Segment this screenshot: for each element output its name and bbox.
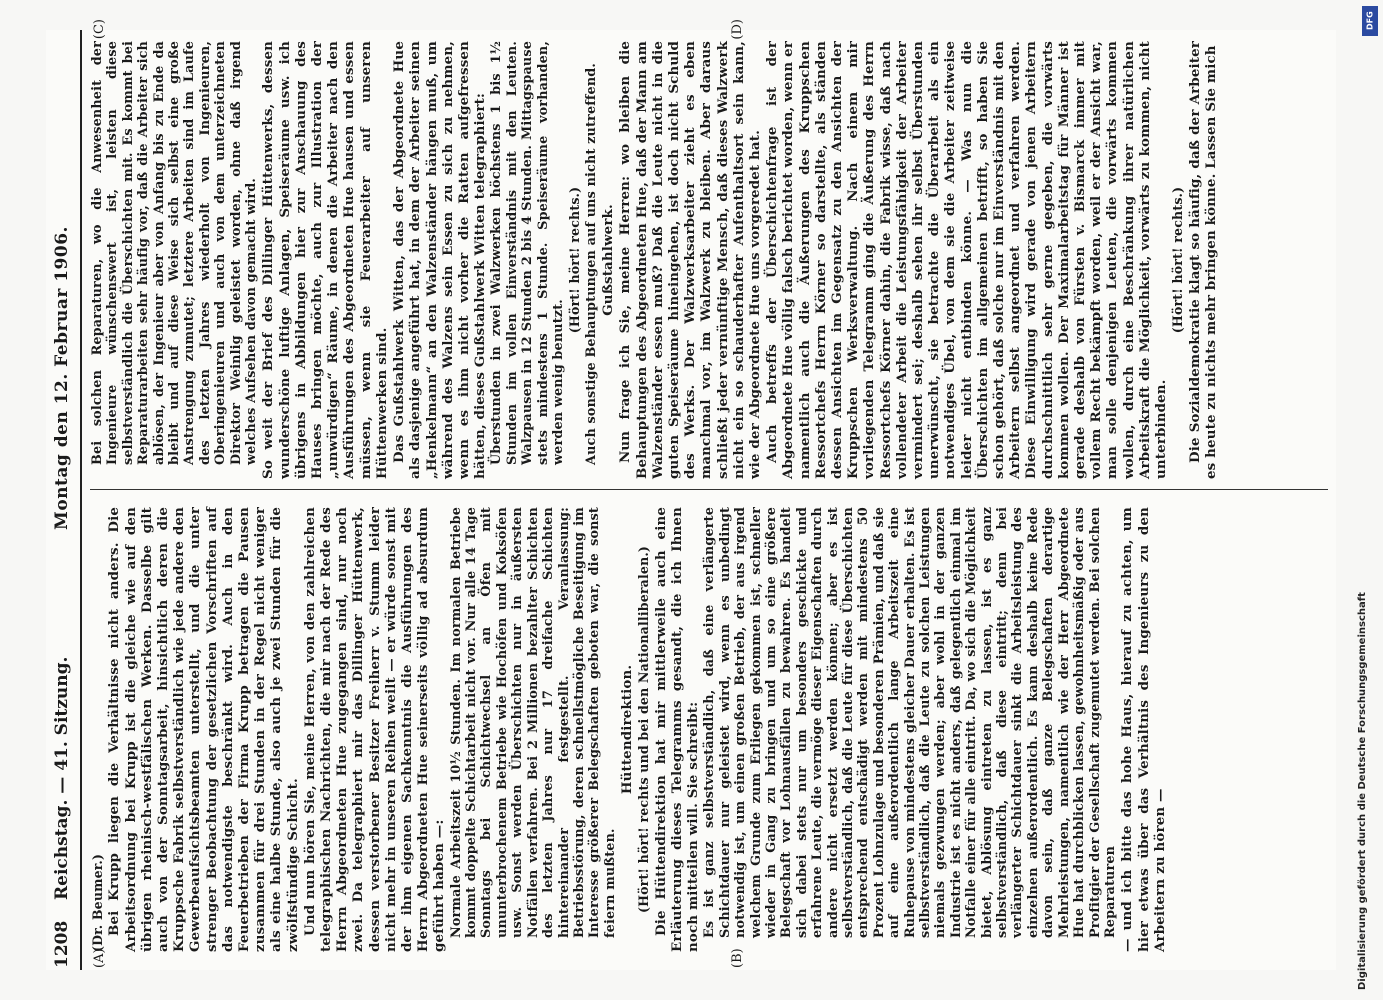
margin-marker-d: (D)	[730, 19, 745, 40]
telegram-quote: Auch sonstige Behauptungen auf uns nicht zutreffend.	[583, 63, 599, 465]
session-title: Reichstag. — 41. Sitzung.	[52, 656, 72, 900]
interjection: (Hört! hört! rechts und bei den Nationalliberalen.)	[636, 545, 652, 914]
date-title: Montag den 12. Februar 1906.	[52, 226, 72, 530]
paragraph: Das Gußstahlwerk Witten, das der Abgeordnete Hue als dasjenige angeführt hat, in dem der Arbeiter seinen „Henkelmann“ an den Walzenständer hängen muß, um während des Walzens sein Essen zu sich zu nehmen, wenn es ihm nicht vorher die Ratten aufgefressen hätten, dieses Gußstahlwerk Witten telegraphiert:	[391, 41, 489, 479]
paragraph: Und nun hören Sie, meine Herren, von den zahlreichen telegraphischen Nachrichten, die mir nach der Rede des Herrn Abgeordneten Hue zugegangen sind, nur noch zwei. Da telegraphiert mir das Dillinger Hüttenwerk, dessen verstorbener Besitzer Freiherr v. Stumm leider nicht mehr in unseren Reihen weilt — er würde sonst mit der ihm eigenen Sachkenntnis die Ausführungen des Herrn Abgeordneten Hue seinerseits völlig ad absurdum geführt haben —:	[301, 507, 448, 952]
page-header	[46, 30, 82, 970]
paragraph: Die Hüttendirektion hat mir mittlerweile auch eine Erläuterung dieses Telegramms gesandt, die ich Ihnen noch mitteilen will. Sie schreibt:	[652, 507, 702, 952]
right-column	[90, 19, 1328, 490]
margin-marker-c: (C)	[92, 19, 107, 40]
letter-quote: Bei solchen Reparaturen, wo die Anwesenheit der Ingenieure wünschenswert ist, leisten diese selbstverständlich die Überschichten mit. Es kommt bei Reparaturarbeiten sehr häufig vor, daß die Arbeiter sich ablösen, der Ingenieur aber von Anfang bis zu Ende da bleibt und auf diese Weise sich selbst eine große Anstrengung zumutet; letztere Arbeiten sind im Laufe des letzten Jahres wiederholt von Ingenieuren, Oberingenieuren und auch von dem unterzeichneten Direktor Weinlig geleistet worden, ohne daß irgend welches Aufsehen davon gemacht wird.	[90, 41, 260, 465]
signature: Hüttendirektion.	[619, 664, 636, 795]
paragraph: So weit der Brief des Dillinger Hüttenwerks, dessen wunderschöne luftige Anlagen, Speiseräume usw. ich übrigens in Abbildungen hier zur Anschauung des Hauses bringen möchte, auch zur Illustration der „unwürdigen“ Räume, in denen die Arbeiter nach den Ausführungen des Abgeordneten Hue hausen und essen müssen, wenn sie Feuerarbeiter auf unseren Hüttenwerken sind.	[260, 41, 390, 479]
interjection: (Hört! hört! rechts.)	[1170, 186, 1186, 334]
paragraph: Die Sozialdemokratie klagt so häufig, daß der Arbeiter es heute zu nichts mehr bringen könne. Lassen Sie mich	[1186, 41, 1219, 479]
page-number: 1208	[52, 920, 72, 968]
paragraph: Auch betreffs der Überschichtenfrage ist der Abgeordnete Hue völlig falsch berichtet worden, wenn er namentlich auch die Äußerungen des Kruppschen Ressortchefs Herrn Körner so darstellte, als ständen dessen Ansichten im Gegensatz zu den Ansichten der Kruppschen Werksverwaltung. Nach einem mir vorliegenden Telegramm ging die Äußerung des Herrn Ressortchefs Körner dahin, die Fabrik wisse, daß nach vollendeter Arbeit die Leistungsfähigkeit der Arbeiter vermindert sei; deshalb sehen ihr selbst Überstunden unerwünscht, sie betrachte die Überarbeit als ein notwendiges Übel, von dem sie die Arbeiter zeitweise leider nicht entbinden könne. — Was nun die Überschichten im allgemeinen betrifft, so haben Sie schon gehört, daß solche nur im Einverständnis mit den Arbeitern selbst angeordnet und verfahren werden. Diese Einwilligung wird gerade von jenen Arbeitern durchschnittlich sehr gerne gegeben, die vorwärts kommen wollen. Der Maximalarbeitstag für Männer ist gerade deshalb von Fürsten v. Bismarck immer mit vollem Recht bekämpft worden, weil er der Ansicht war, man solle denjenigen Leuten, die vorwärts kommen wollen, durch eine Beschränkung ihrer natürlichen Arbeitskraft die Möglichkeit, vorwärts zu kommen, nicht unterbinden.	[764, 41, 1170, 479]
speaker-label: (Dr. Beumer.)	[90, 853, 105, 952]
paragraph: — und ich bitte das hohe Haus, hierauf zu achten, um hier etwas über das Verhältnis des Ingenieurs zu den Arbeitern zu hören —	[1119, 507, 1168, 952]
signature: Gußstahlwerk.	[600, 204, 617, 316]
digitization-note: Digitalisierung gefördert durch die Deutsche Forschungsgemeinschaft	[1357, 592, 1368, 990]
left-column	[90, 507, 1328, 968]
dfg-logo: DFG	[1362, 6, 1378, 36]
margin-marker-a: (A)	[92, 948, 107, 968]
digitization-sidebar	[1357, 0, 1383, 1000]
paragraph: Bei Krupp liegen die Verhältnisse nicht anders. Die Arbeitsordnung bei Krupp ist die gleiche wie auf den übrigen rheinisch-westfälischen Werken. Dasselbe gilt auch von der Sonntagsarbeit, hinsichtlich deren die Kruppsche Fabrik selbstverständlich wie jede andere den Gewerbeaufsichtsbeamten unterstellt, und die unter strenger Beobachtung der gesetzlichen Vorschriften auf das notwendigste beschränkt wird. Auch in den Feuerbetrieben der Firma Krupp betragen die Pausen zusammen für drei Stunden in der Regel nicht weniger als eine halbe Stunde, also auch je zwei Stunden für die zwölfstündige Schicht.	[106, 507, 301, 952]
letter-quote: Es ist ganz selbstverständlich, daß eine verlängerte Schichtdauer nur geleistet wird, wenn es unbedingt notwendig ist, um einen großen Betrieb, der aus irgend welchem Grunde zum Erliegen gekommen ist, schneller wieder in Gang zu bringen und um so eine größere Belegschaft vor Lohnausfällen zu bewahren. Es handelt sich dabei stets nur um besonders geschickte und erfahrene Leute, die vermöge dieser Eigenschaften durch andere nicht ersetzt werden können; aber es ist selbstverständlich, daß die Leute für diese Überschichten entsprechend entschädigt werden mit mindestens 50 Prozent Lohnzulage und besonderen Prämien, und daß sie auf eine außerordentlich lange Arbeitszeit eine Ruhepause von mindestens gleicher Dauer erhalten. Es ist selbstverständlich, daß die Leute zu solchen Leistungen niemals gezwungen werden; aber wohl in der ganzen Industrie ist es nicht anders, daß gelegentlich einmal im Notfalle einer für alle eintritt. Da, wo sich die Möglichkeit bietet, Ablösung eintreten zu lassen, ist es ganz selbstverständlich, daß diese eintritt; denn bei verlängerter Schichtdauer sinkt die Arbeitsleistung des einzelnen außerordentlich. Es kann deshalb keine Rede davon sein, daß ganze Belegschaften derartige Mehrleistungen, namentlich wie der Herr Abgeordnete Hue hat durchblicken lassen, gewohnheitsmäßig oder aus Profitgier der Gesellschaft zugemutet werden. Bei solchen Reparaturen	[702, 507, 1118, 938]
paragraph: Nun frage ich Sie, meine Herren: wo bleiben die Behauptungen des Abgeordneten Hue, daß der Mann am Walzenständer essen muß? Daß die Leute nicht in die guten Speiseräume hineingehen, ist doch nicht Schuld des Werks. Der Walzwerksarbeiter zieht es eben manchmal vor, im Walzwerk zu bleiben. Aber daraus schließt jeder vernünftige Mensch, daß dieses Walzwerk nicht ein so schauderhafter Aufenthaltsort sein kann, wie der Abgeordnete Hue uns vorgeredet hat.	[617, 41, 763, 479]
newspaper-page	[46, 19, 1336, 970]
margin-marker-b: (B)	[730, 948, 745, 968]
telegram-quote: Normale Arbeitszeit 10½ Stunden. Im normalen Betriebe kommt doppelte Schichtarbeit nicht vor. Nur alle 14 Tage Sonntags bei Schichtwechsel an Öfen mit ununterbrochenem Betriebe wie Hochöfen und Koksöfen usw. Sonst werden Überschichten nur in äußersten Notfällen verfahren. Bei 2 Millionen bezahlter Schichten des letzten Jahres nur 17 dreifache Schichten hintereinander festgestellt. Veranlassung: Betriebsstörung, deren schnellstmögliche Beseitigung im Interesse größerer Belegschaften geboten war, die sonst feiern mußten.	[448, 507, 618, 938]
interjection: (Hört! hört! rechts.)	[567, 186, 583, 334]
telegram-quote: Überstunden in zwei Walzwerken höchstens 1 bis 1½ Stunden im vollen Einverständnis mit den Leuten. Walzpausen in 12 Stunden 2 bis 4 Stunden. Mittagspause stets mindestens 1 Stunde. Speiseräume vorhanden, werden wenig benutzt.	[489, 41, 566, 465]
